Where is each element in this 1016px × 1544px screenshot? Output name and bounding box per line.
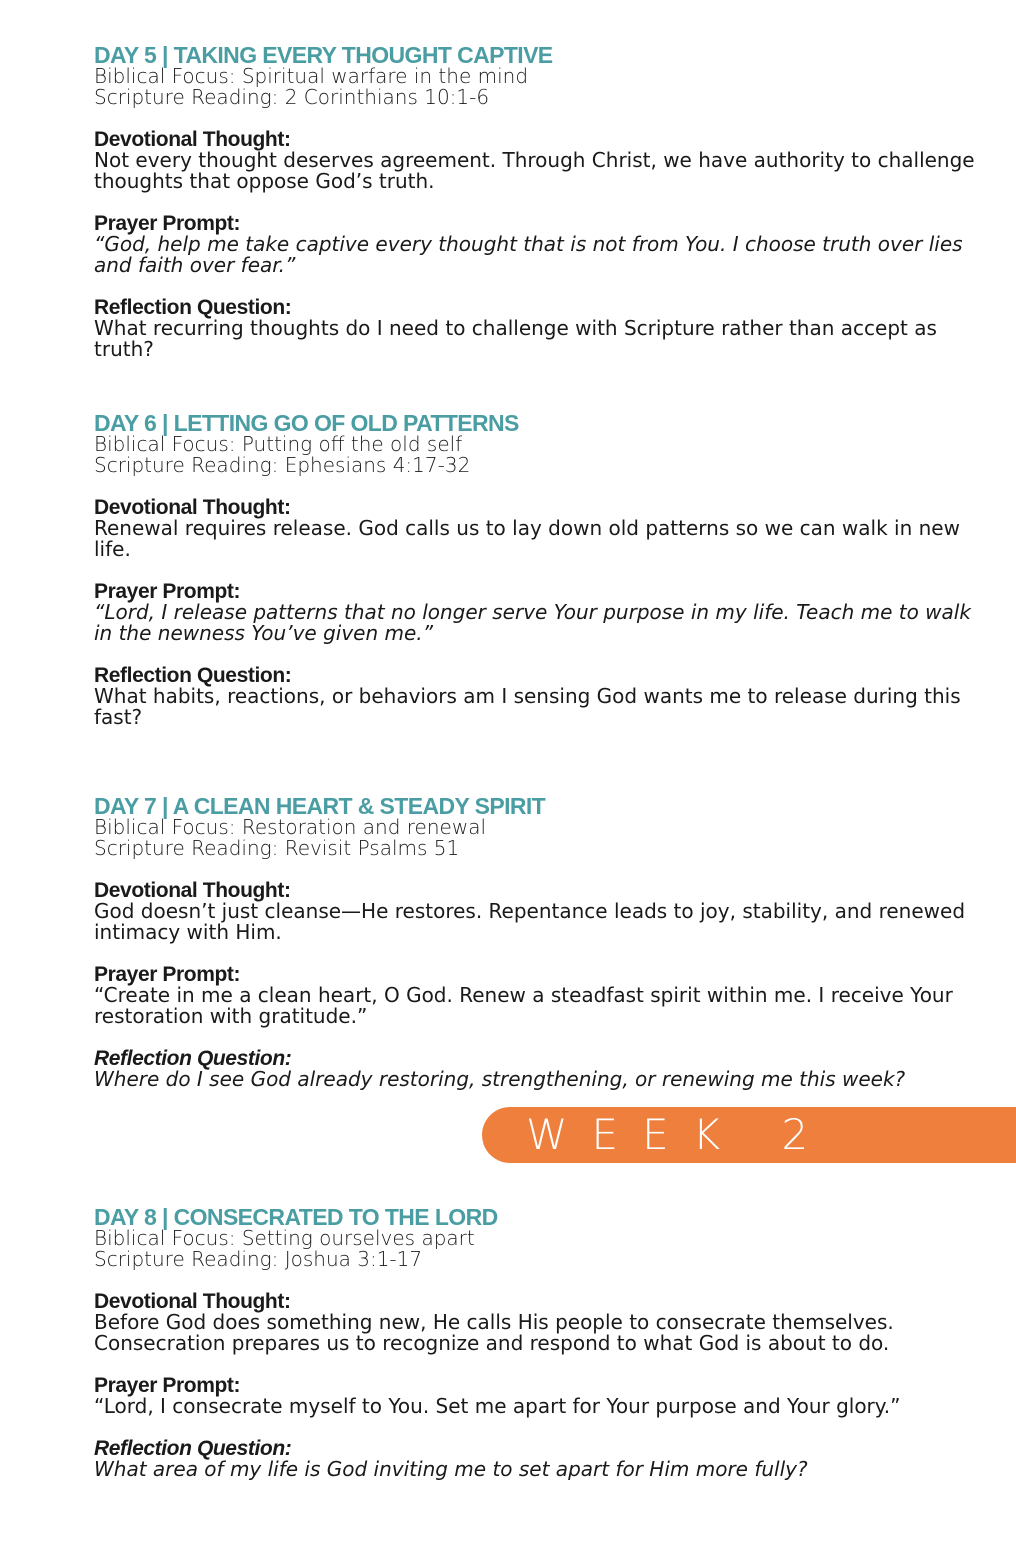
- prayer-text: “Lord, I consecrate myself to You. Set me apart for Your purpose and Your glory.”: [94, 1394, 901, 1418]
- devotional-text: Before God does something new, He calls His people to consecrate themselves. Consecration prepares us to recognize and respond to what God is about to do.: [94, 1310, 894, 1355]
- reflection-label: Reflection Question:: [94, 1437, 292, 1460]
- prayer-text: “Lord, I release patterns that no longer serve Your purpose in my life. Teach me to walk in the newness You’ve given me.”: [94, 600, 971, 645]
- day-title: DAY 8 | CONSECRATED TO THE LORD: [94, 1204, 498, 1230]
- reflection-label: Reflection Question:: [94, 664, 292, 687]
- prayer-label: Prayer Prompt:: [94, 580, 241, 603]
- day-7-section: [94, 795, 984, 1090]
- day-title: DAY 7 | A CLEAN HEART & STEADY SPIRIT: [94, 793, 546, 819]
- devotional-text: Not every thought deserves agreement. Through Christ, we have authority to challenge thoughts that oppose God’s truth.: [94, 148, 975, 193]
- week-banner: [482, 1107, 1016, 1163]
- reflection-text: What area of my life is God inviting me to set apart for Him more fully?: [94, 1457, 808, 1481]
- reflection-text: Where do I see God already restoring, strengthening, or renewing me this week?: [94, 1067, 906, 1091]
- scripture-reading: Scripture Reading: Ephesians 4:17-32: [94, 453, 471, 477]
- day-8-section: [94, 1206, 984, 1480]
- biblical-focus: Biblical Focus: Spiritual warfare in the mind: [94, 64, 529, 88]
- day-6-section: [94, 412, 984, 728]
- biblical-focus: Biblical Focus: Restoration and renewal: [94, 815, 487, 839]
- prayer-text: “Create in me a clean heart, O God. Renew a steadfast spirit within me. I receive Your restoration with gratitude.”: [94, 983, 953, 1028]
- prayer-label: Prayer Prompt:: [94, 1374, 241, 1397]
- day-title: DAY 5 | TAKING EVERY THOUGHT CAPTIVE: [94, 42, 553, 68]
- scripture-reading: Scripture Reading: 2 Corinthians 10:1-6: [94, 85, 490, 109]
- scripture-reading: Scripture Reading: Revisit Psalms 51: [94, 836, 460, 860]
- reflection-label: Reflection Question:: [94, 1047, 292, 1070]
- devotional-label: Devotional Thought:: [94, 496, 291, 519]
- biblical-focus: Biblical Focus: Putting off the old self: [94, 432, 463, 456]
- devotional-label: Devotional Thought:: [94, 879, 291, 902]
- prayer-label: Prayer Prompt:: [94, 212, 241, 235]
- prayer-label: Prayer Prompt:: [94, 963, 241, 986]
- devotional-text: Renewal requires release. God calls us to lay down old patterns so we can walk in new life.: [94, 516, 960, 561]
- reflection-label: Reflection Question:: [94, 296, 292, 319]
- week-banner-label: WEEK 2: [526, 1110, 833, 1159]
- prayer-text: “God, help me take captive every thought that is not from You. I choose truth over lies and faith over fear.”: [94, 232, 963, 277]
- scripture-reading: Scripture Reading: Joshua 3:1-17: [94, 1247, 423, 1271]
- biblical-focus: Biblical Focus: Setting ourselves apart: [94, 1226, 475, 1250]
- reflection-text: What habits, reactions, or behaviors am I sensing God wants me to release during this fast?: [94, 684, 961, 729]
- devotional-label: Devotional Thought:: [94, 128, 291, 151]
- devotional-text: God doesn’t just cleanse—He restores. Repentance leads to joy, stability, and renewed intimacy with Him.: [94, 899, 966, 944]
- reflection-text: What recurring thoughts do I need to challenge with Scripture rather than accept as truth?: [94, 316, 937, 361]
- devotional-label: Devotional Thought:: [94, 1290, 291, 1313]
- day-title: DAY 6 | LETTING GO OF OLD PATTERNS: [94, 410, 519, 436]
- day-5-section: [94, 44, 984, 360]
